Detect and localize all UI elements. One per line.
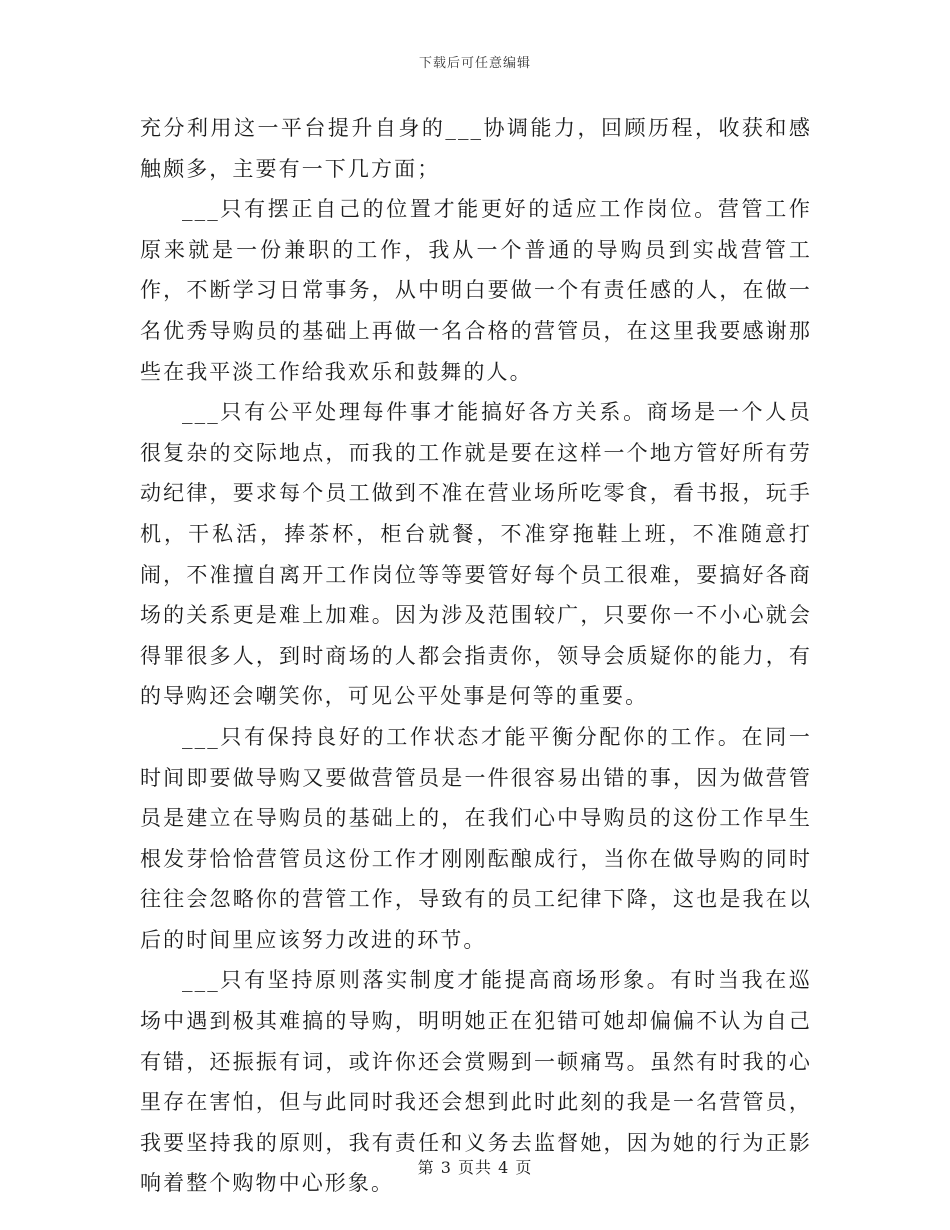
body-text [140, 108, 812, 1204]
paragraph-fairness: ___只有公平处理每件事才能搞好各方关系。商场是一个人员很复杂的交际地点，而我的工作就是要在这样一个地方管好所有劳动纪律，要求每个员工做到不准在营业场所吃零食，看书报，玩手机，干私活，捧茶杯，柜台就餐，不准穿拖鞋上班，不准随意打闹，不准擅自离开工作岗位等等要管好每个员工很难，要搞好各商场的关系更是难上加难。因为涉及范围较广，只要你一不小心就会得罪很多人，到时商场的人都会指责你，领导会质疑你的能力，有的导购还会嘲笑你，可见公平处事是何等的重要。 [140, 400, 812, 709]
paragraph-principles: ___只有坚持原则落实制度才能提高商场形象。有时当我在巡场中遇到极其难搞的导购，明明她正在犯错可她却偏偏不认为自己有错，还振振有词，或许你还会赏赐到一顿痛骂。虽然有时我的心里存在害怕，但与此同时我还会想到此时此刻的我是一名营管员，我要坚持我的原则，我有责任和义务去监督她，因为她的行为正影响着整个购物中心形象。 [140, 968, 812, 1196]
paragraph-position: ___只有摆正自己的位置才能更好的适应工作岗位。营管工作原来就是一份兼职的工作，我从一个普通的导购员到实战营管工作，不断学习日常事务，从中明白要做一个有责任感的人，在做一名优秀导购员的基础上再做一名合格的营管员，在这里我要感谢那些在我平淡工作给我欢乐和鼓舞的人。 [140, 197, 812, 384]
paragraph-continuation: 充分利用这一平台提升自身的___协调能力，回顾历程，收获和感触颇多，主要有一下几方面； [140, 116, 812, 181]
paragraph-work-state: ___只有保持良好的工作状态才能平衡分配你的工作。在同一时间即要做导购又要做营管员是一件很容易出错的事，因为做营管员是建立在导购员的基础上的，在我们心中导购员的这份工作早生根发芽恰恰营管员这份工作才刚刚酝酿成行，当你在做导购的同时往往会忽略你的营管工作，导致有的员工纪律下降，这也是我在以后的时间里应该努力改进的环节。 [140, 724, 812, 952]
page-footer: 第 3 页共 4 页 [417, 1158, 533, 1177]
page-header: 下载后可任意编辑 [418, 56, 531, 71]
